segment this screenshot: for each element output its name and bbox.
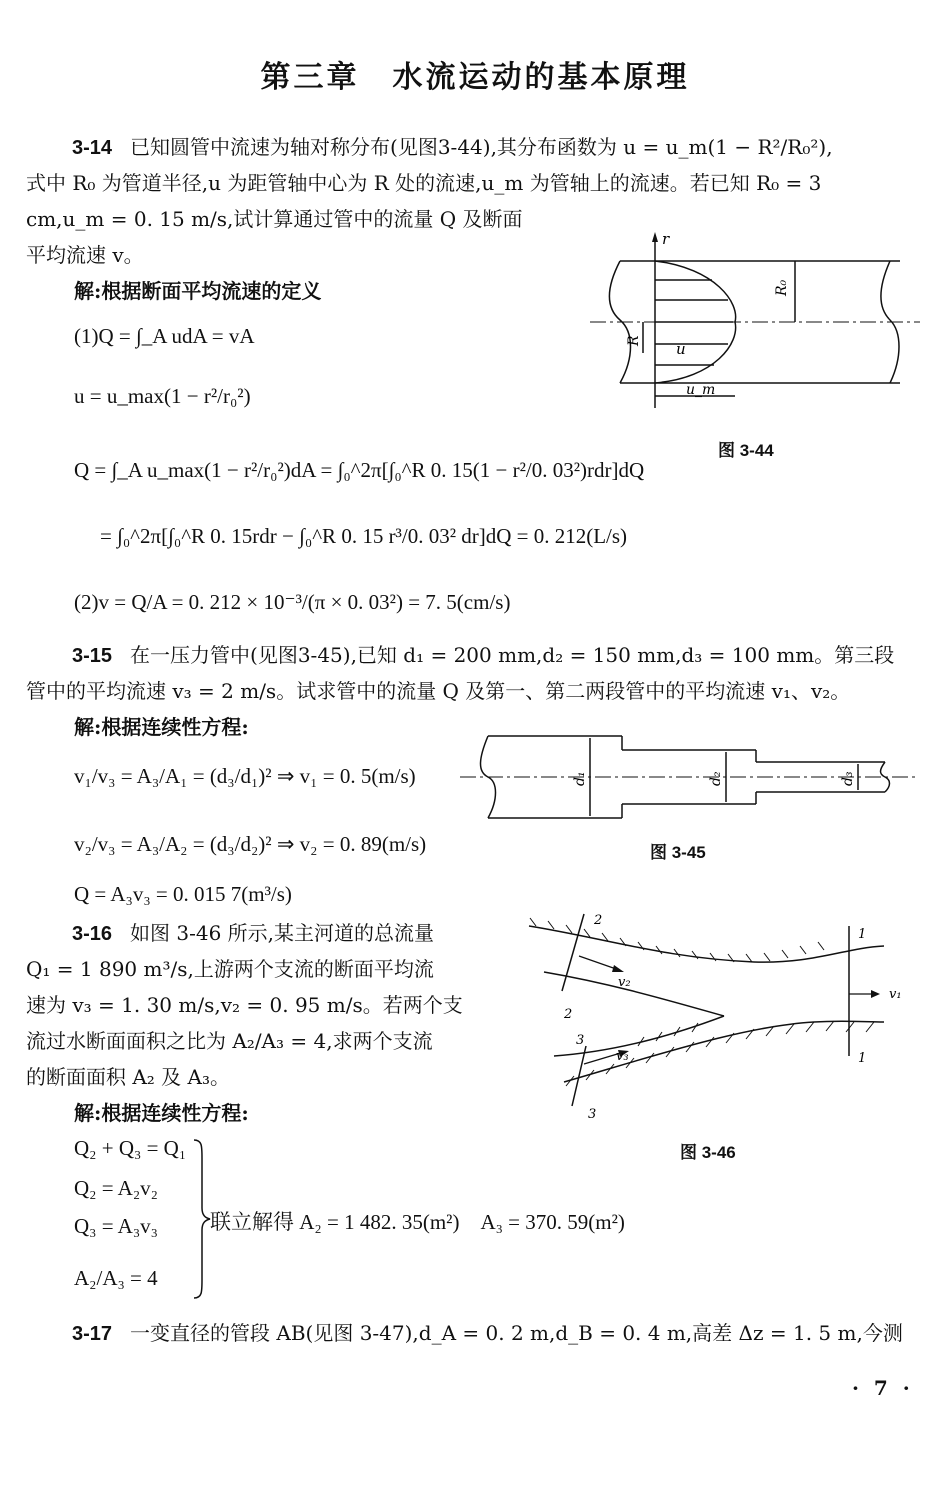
- fig-label-R0: R₀: [774, 279, 790, 296]
- equation-4: [100, 524, 627, 549]
- continuity-eq-1: v₁/v₃ = A₃/A₁ = (d₃/d₁)² ⇒ v₁ = 0. 5(m/s): [74, 764, 416, 788]
- fig-label-d1: d₁: [572, 771, 588, 786]
- fig-label-section-2-top: 2: [594, 913, 603, 928]
- equation-3: [74, 458, 644, 483]
- figure-3-45: [460, 730, 920, 830]
- system-eq-2: Q₂ = A₂v₂: [74, 1176, 158, 1200]
- problem-number: 3-17: [72, 1323, 113, 1345]
- problem-3-14-line4: 平均流速 v。: [26, 243, 144, 267]
- page-number: · 7 ·: [852, 1376, 914, 1400]
- fig-label-section-3-top: 3: [576, 1033, 585, 1048]
- fig-label-section-1-top: 1: [858, 927, 867, 942]
- figure-caption-3-46: 图 3-46: [680, 1143, 736, 1162]
- bank-hatching: [530, 918, 874, 1086]
- problem-text: 已知圆管中流速为轴对称分布(见图3-44),其分布函数为 u = u_m(1 − R²/R₀²),: [130, 135, 833, 159]
- fig-label-r: r: [662, 230, 670, 248]
- fig-label-v3: v₃: [616, 1049, 629, 1064]
- figure-3-46: [524, 906, 924, 1126]
- problem-text: 在一压力管中(见图3-45),已知 d₁ = 200 mm,d₂ = 150 mm,d₃ = 100 mm。第三段: [130, 643, 895, 667]
- problem-3-14-line3: cm,u_m = 0. 15 m/s,试计算通过管中的流量 Q 及断面: [26, 207, 523, 231]
- problem-text: 如图 3-46 所示,某主河道的总流量: [130, 921, 435, 945]
- system-eq-1: Q₂ + Q₃ = Q₁: [74, 1136, 187, 1160]
- fig-label-d3: d₃: [840, 771, 856, 786]
- problem-3-14-line1: [72, 132, 833, 163]
- problem-3-16-line2: Q₁ = 1 890 m³/s,上游两个支流的断面平均流: [26, 957, 434, 981]
- problem-3-15-line1: [72, 640, 894, 671]
- solution-heading: 解:根据连续性方程:: [74, 1101, 249, 1125]
- equation-5: [74, 590, 510, 615]
- equation-text: = ∫₀^2π[∫₀^R 0. 15rdr − ∫₀^R 0. 15 r³/0. 03² dr]dQ = 0. 212(L/s): [100, 524, 628, 548]
- problem-number: 3-14: [72, 137, 113, 159]
- continuity-eq-2: v₂/v₃ = A₃/A₂ = (d₃/d₂)² ⇒ v₂ = 0. 89(m/s): [74, 832, 427, 856]
- problem-number: 3-16: [72, 923, 113, 945]
- problem-number: 3-15: [72, 645, 113, 667]
- fig-label-d2: d₂: [708, 771, 724, 786]
- figure-caption-3-44: 图 3-44: [718, 441, 774, 460]
- equation-text: u = u_max(1 − r²/r₀²): [74, 384, 251, 408]
- problem-3-16-line3: 速为 v₃ = 1. 30 m/s,v₂ = 0. 95 m/s。若两个支: [26, 993, 463, 1017]
- fig-label-R: R: [626, 335, 642, 346]
- problem-3-17-line1: [72, 1318, 903, 1349]
- equation-text: Q = ∫_A u_max(1 − r²/r₀²)dA = ∫₀^2π[∫₀^R 0. 15(1 − r²/0. 03²)rdr]dQ: [74, 458, 645, 482]
- fig-label-section-3-bottom: 3: [588, 1107, 597, 1122]
- problem-3-15-line2: 管中的平均流速 v₃ = 2 m/s。试求管中的流量 Q 及第一、第二两段管中的平均流速 v₁、v₂。: [26, 679, 851, 703]
- solution-heading: 解:根据断面平均流速的定义: [74, 279, 322, 303]
- problem-3-14-line2: 式中 R₀ 为管道半径,u 为距管轴中心为 R 处的流速,u_m 为管轴上的流速。若已知 R₀ = 3: [26, 171, 822, 195]
- problem-3-16-line4: 流过水断面面积之比为 A₂/A₃ = 4,求两个支流: [26, 1029, 433, 1053]
- equation-1: [74, 324, 255, 349]
- system-eq-4: A₂/A₃ = 4: [74, 1266, 158, 1290]
- problem-text: 一变直径的管段 AB(见图 3-47),d_A = 0. 2 m,d_B = 0. 4 m,高差 Δz = 1. 5 m,今测: [130, 1321, 903, 1345]
- equation-2: [74, 384, 251, 409]
- continuity-eq-3: Q = A₃v₃ = 0. 015 7(m³/s): [74, 882, 292, 906]
- problem-3-16-line1: [72, 918, 434, 949]
- page-title: 第三章 水流运动的基本原理: [260, 60, 690, 95]
- figure-caption-3-45: 图 3-45: [650, 843, 706, 862]
- problem-3-16-line5: 的断面面积 A₂ 及 A₃。: [26, 1065, 230, 1089]
- system-brace: [192, 1138, 212, 1300]
- fig-label-section-1-bottom: 1: [858, 1051, 867, 1066]
- fig-label-v1: v₁: [889, 987, 902, 1002]
- equation-text: (2)v = Q/A = 0. 212 × 10⁻³/(π × 0. 03²) = 7. 5(cm/s): [74, 590, 511, 614]
- fig-label-v2: v₂: [618, 975, 631, 990]
- fig-label-section-2-bottom: 2: [564, 1007, 573, 1022]
- system-result: 联立解得 A₂ = 1 482. 35(m²) A₃ = 370. 59(m²): [210, 1210, 625, 1234]
- fig-label-um: u_m: [686, 382, 716, 398]
- fig-label-u: u: [676, 340, 686, 358]
- system-eq-3: Q₃ = A₃v₃: [74, 1214, 158, 1238]
- solution-heading: 解:根据连续性方程:: [74, 715, 249, 739]
- equation-text: (1)Q = ∫_A udA = vA: [74, 324, 255, 348]
- figure-3-44: [590, 228, 920, 418]
